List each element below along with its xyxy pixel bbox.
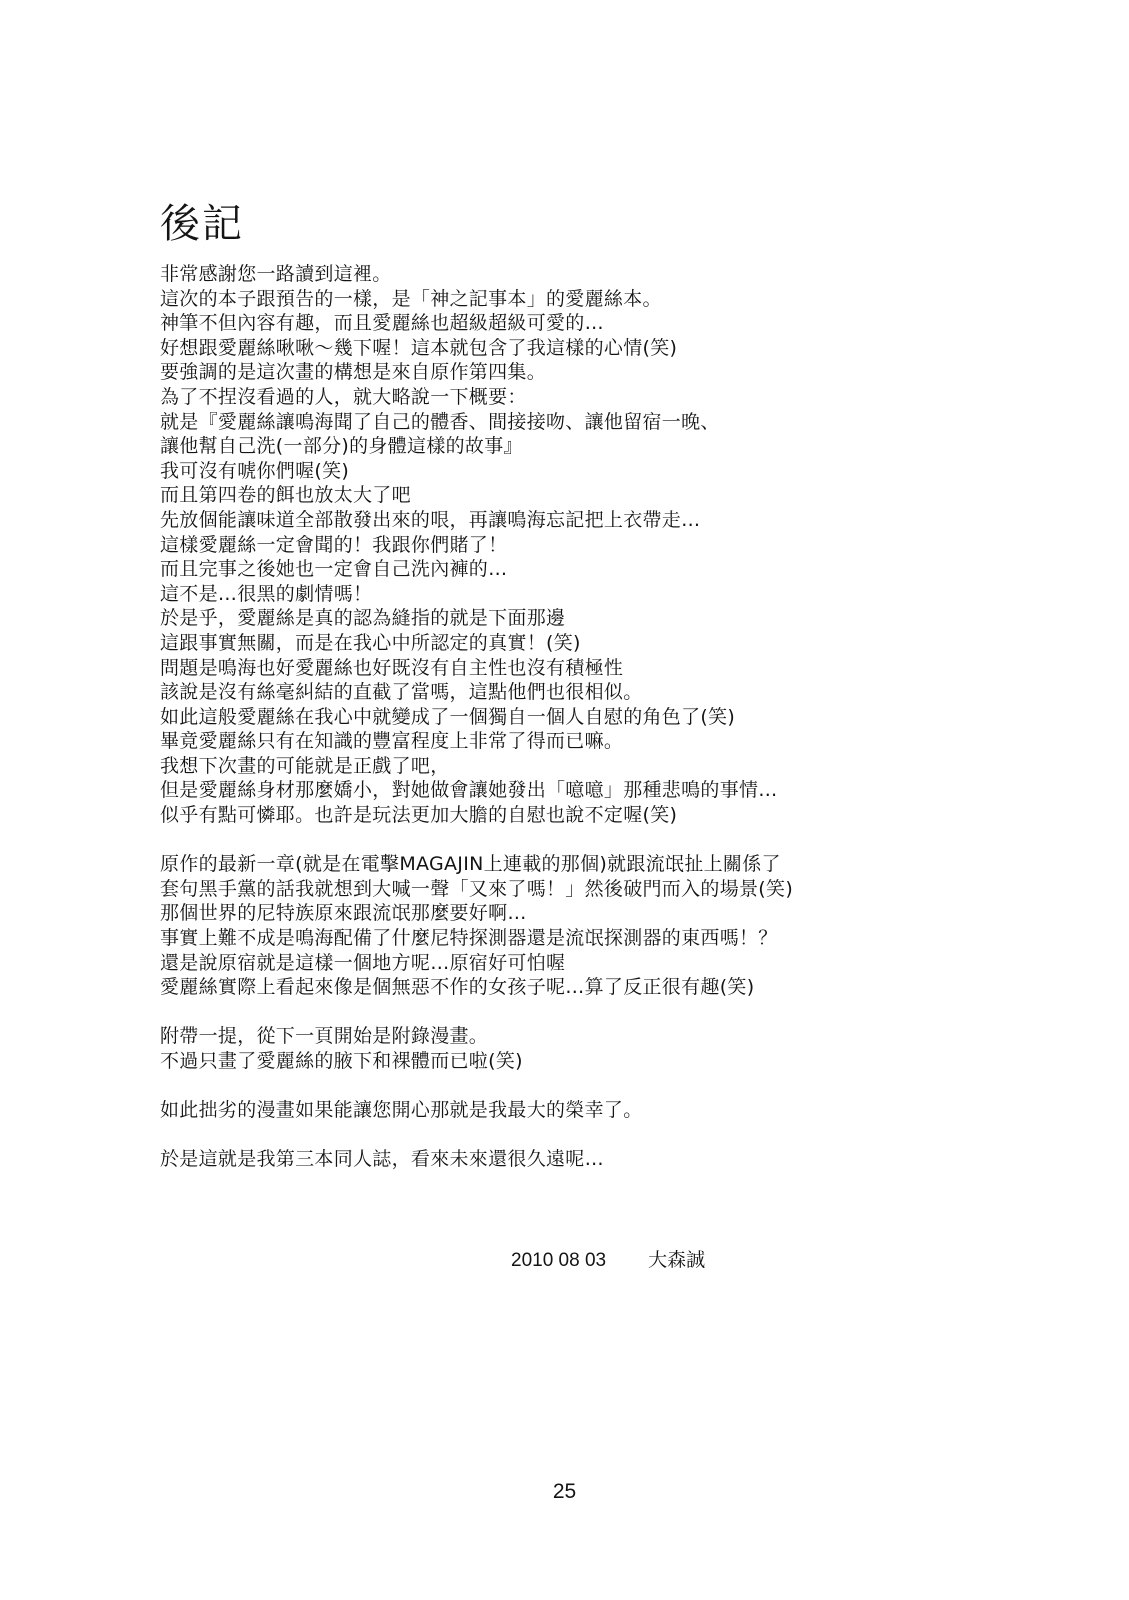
text-line: 畢竟愛麗絲只有在知識的豐富程度上非常了得而已嘛。 xyxy=(160,730,624,753)
text-line: 那個世界的尼特族原來跟流氓那麼要好啊… xyxy=(160,902,527,925)
text-line: 就是『愛麗絲讓鳴海聞了自己的體香、間接接吻、讓他留宿一晚、 xyxy=(160,410,720,433)
text-line: 愛麗絲實際上看起來像是個無惡不作的女孩子呢…算了反正很有趣(笑) xyxy=(160,976,755,999)
page-number: 25 xyxy=(552,1480,577,1503)
text-line: 事實上難不成是鳴海配備了什麼尼特探測器還是流氓探測器的東西嗎！？ xyxy=(160,927,778,950)
text-line: 似乎有點可憐耶。也許是玩法更加大膽的自慰也說不定喔(笑) xyxy=(160,804,678,827)
text-line: 套句黑手黨的話我就想到大喊一聲「又來了嗎！」然後破門而入的場景(笑) xyxy=(160,877,794,900)
page-title: 後記 xyxy=(160,201,244,247)
text-line: 而且完事之後她也一定會自己洗內褲的… xyxy=(160,558,508,581)
text-line: 先放個能讓味道全部散發出來的哏，再讓鳴海忘記把上衣帶走… xyxy=(160,508,701,531)
text-line xyxy=(160,1123,1060,1148)
signature xyxy=(511,1248,705,1273)
text-line: 如此這般愛麗絲在我心中就變成了一個獨自一個人自慰的角色了(笑) xyxy=(160,705,736,728)
text-line: 於是這就是我第三本同人誌，看來未來還很久遠呢… xyxy=(160,1148,604,1171)
text-line: 附帶一提，從下一頁開始是附錄漫畫。 xyxy=(160,1025,489,1048)
text-line: 還是說原宿就是這樣一個地方呢…原宿好可怕喔 xyxy=(160,951,566,974)
text-line: 這樣愛麗絲一定會聞的！我跟你們賭了！ xyxy=(160,533,508,556)
signature-author: 大森誠 xyxy=(648,1249,706,1271)
text-line xyxy=(160,1000,1060,1025)
text-line: 我想下次畫的可能就是正戲了吧， xyxy=(160,754,450,777)
text-line xyxy=(160,1074,1060,1099)
text-line: 如此拙劣的漫畫如果能讓您開心那就是我最大的榮幸了。 xyxy=(160,1099,643,1122)
text-line: 但是愛麗絲身材那麼嬌小，對她做會讓她發出「噫噫」那種悲鳴的事情… xyxy=(160,779,778,802)
text-line: 非常感謝您一路讀到這裡。 xyxy=(160,263,392,285)
text-line xyxy=(160,828,1060,853)
text-line: 為了不捏沒看過的人，就大略說一下概要： xyxy=(160,385,527,408)
text-line: 問題是鳴海也好愛麗絲也好既沒有自主性也沒有積極性 xyxy=(160,656,624,679)
text-line: 該說是沒有絲毫糾結的直截了當嗎，這點他們也很相似。 xyxy=(160,681,643,704)
text-line: 不過只畫了愛麗絲的腋下和裸體而已啦(笑) xyxy=(160,1050,523,1072)
text-line: 於是乎，愛麗絲是真的認為縫指的就是下面那邊 xyxy=(160,607,566,630)
signature-date: 2010 08 03 xyxy=(511,1250,607,1271)
text-line: 好想跟愛麗絲啾啾～幾下喔！這本就包含了我這樣的心情(笑) xyxy=(160,336,678,359)
text-line: 原作的最新一章(就是在電擊MAGAJIN上連載的那個)就跟流氓扯上關係了 xyxy=(160,853,781,876)
text-line: 要強調的是這次畫的構想是來自原作第四集。 xyxy=(160,361,547,384)
afterword-body xyxy=(160,262,1060,1172)
text-line: 這跟事實無關，而是在我心中所認定的真實！(笑) xyxy=(160,631,581,654)
text-line: 神筆不但內容有趣，而且愛麗絲也超級超級可愛的… xyxy=(160,312,604,335)
text-line: 而且第四卷的餌也放太大了吧 xyxy=(160,484,411,507)
text-line: 這次的本子跟預告的一樣，是「神之記事本」的愛麗絲本。 xyxy=(160,287,662,310)
text-line: 讓他幫自己洗(一部分)的身體這樣的故事』 xyxy=(160,435,523,458)
text-line: 我可沒有唬你們喔(笑) xyxy=(160,459,350,482)
text-line: 這不是…很黑的劇情嗎！ xyxy=(160,582,373,605)
